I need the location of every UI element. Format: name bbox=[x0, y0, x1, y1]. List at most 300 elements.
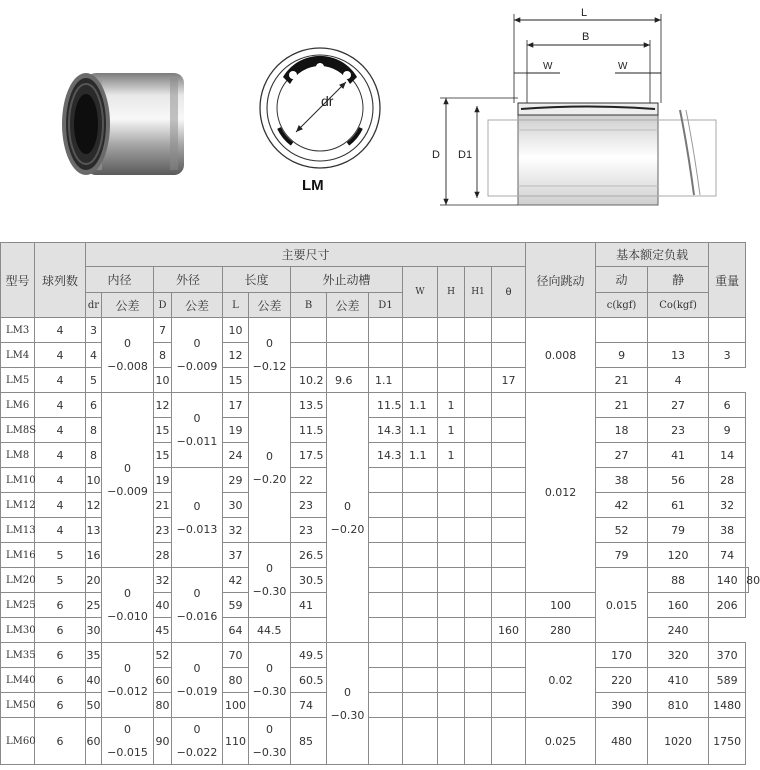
cell-weight: 6 bbox=[709, 393, 746, 418]
bore-label: dr bbox=[321, 93, 334, 109]
cell-static-load: 320 bbox=[648, 643, 709, 668]
cell-dr: 8 bbox=[86, 418, 102, 443]
cell-ball-rows: 4 bbox=[35, 393, 86, 418]
header-ball-rows: 球列数 bbox=[35, 243, 86, 318]
cell-dynamic-load bbox=[596, 318, 648, 343]
cell-H1 bbox=[465, 468, 492, 493]
cell-ball-rows: 4 bbox=[35, 493, 86, 518]
cell-D: 23 bbox=[154, 518, 172, 543]
cell-L-tolerance bbox=[249, 643, 291, 718]
cell-D1 bbox=[369, 593, 403, 618]
cell-static-load: 810 bbox=[648, 693, 709, 718]
cell-H: 1 bbox=[438, 418, 465, 443]
cell-theta bbox=[492, 318, 526, 343]
cell-H bbox=[438, 518, 465, 543]
cell-dynamic-load: 52 bbox=[596, 518, 648, 543]
cell-W: 1.1 bbox=[403, 418, 438, 443]
cell-L: 59 bbox=[223, 593, 249, 618]
dim-B-label: B bbox=[582, 31, 590, 43]
cell-D1 bbox=[369, 568, 403, 593]
cell-W: 1.1 bbox=[403, 393, 438, 418]
cell-L-tolerance-lower: −0.12 bbox=[252, 360, 287, 373]
cell-weight: 74 bbox=[709, 543, 746, 568]
cell-D1 bbox=[369, 643, 403, 668]
cell-W bbox=[403, 543, 438, 568]
cell-static-load: 23 bbox=[648, 418, 709, 443]
cell-ball-rows: 6 bbox=[35, 693, 86, 718]
cell-static-load: 61 bbox=[648, 493, 709, 518]
cell-dr: 6 bbox=[86, 393, 102, 418]
cell-H1 bbox=[465, 693, 492, 718]
dim-W-right-label: W bbox=[618, 61, 628, 72]
cell-model: LM6 bbox=[1, 393, 35, 418]
cell-L: 110 bbox=[223, 718, 249, 765]
cell-L: 64 bbox=[223, 618, 249, 643]
cell-D-tolerance bbox=[172, 718, 223, 765]
cell-B: 85 bbox=[291, 718, 327, 765]
cell-D1 bbox=[369, 718, 403, 765]
dim-D1-label: D1 bbox=[458, 149, 473, 161]
cell-B: 30.5 bbox=[291, 568, 327, 593]
cell-D: 80 bbox=[154, 693, 172, 718]
cell-L-tolerance-lower: −0.30 bbox=[252, 585, 287, 598]
cell-D: 21 bbox=[154, 493, 172, 518]
cell-D: 8 bbox=[154, 343, 172, 368]
cell-weight: 1480 bbox=[709, 693, 746, 718]
header-H1: H1 bbox=[465, 267, 492, 318]
cell-dr-tolerance bbox=[102, 568, 154, 643]
header-tol-L: 公差 bbox=[249, 293, 291, 318]
cell-ball-rows: 4 bbox=[35, 443, 86, 468]
cell-B bbox=[291, 343, 327, 368]
cell-L: 30 bbox=[223, 493, 249, 518]
cell-B: 17.5 bbox=[291, 443, 327, 468]
cell-weight: 4 bbox=[648, 368, 709, 393]
cell-D-tolerance-upper: 0 bbox=[193, 499, 201, 513]
cell-static-load: 56 bbox=[648, 468, 709, 493]
cell-ball-rows: 6 bbox=[35, 668, 86, 693]
cell-D1 bbox=[369, 318, 403, 343]
cell-D: 40 bbox=[154, 593, 172, 618]
cell-model: LM30 bbox=[1, 618, 35, 643]
cell-model: LM12 bbox=[1, 493, 35, 518]
cell-D-tolerance-upper: 0 bbox=[193, 412, 201, 425]
cell-L-tolerance-upper: 0 bbox=[266, 449, 273, 463]
cell-H bbox=[438, 468, 465, 493]
cell-radial-runout: 0.012 bbox=[526, 393, 596, 593]
cell-L: 19 bbox=[223, 418, 249, 443]
cell-model: LM50 bbox=[1, 693, 35, 718]
cell-L-tolerance-upper: 0 bbox=[266, 562, 273, 575]
header-outer-diameter: 外径 bbox=[154, 267, 223, 293]
cell-W bbox=[403, 568, 438, 593]
cell-D-tolerance bbox=[172, 643, 223, 718]
cell-dr: 8 bbox=[86, 443, 102, 468]
cell-dr-tolerance-lower: −0.012 bbox=[107, 685, 148, 698]
cell-L-tolerance-lower: −0.20 bbox=[252, 472, 287, 486]
cell-dr-tolerance bbox=[102, 318, 154, 393]
cell-model: LM40 bbox=[1, 668, 35, 693]
cell-H bbox=[438, 343, 465, 368]
product-header bbox=[0, 0, 749, 228]
cell-L: 100 bbox=[223, 693, 249, 718]
cell-H1 bbox=[465, 668, 492, 693]
cell-dynamic-load: 27 bbox=[596, 443, 648, 468]
cell-theta bbox=[465, 368, 492, 393]
cell-dynamic-load: 9 bbox=[596, 343, 648, 368]
cell-dr: 5 bbox=[86, 368, 102, 393]
cell-weight: 1750 bbox=[709, 718, 746, 765]
dim-L-label: L bbox=[581, 7, 588, 19]
cell-dr-tolerance bbox=[102, 718, 154, 765]
header-D1: D1 bbox=[369, 293, 403, 318]
cell-B: 22 bbox=[291, 468, 327, 493]
cell-D: 90 bbox=[154, 718, 172, 765]
cell-static-load: 13 bbox=[648, 343, 709, 368]
cell-H1 bbox=[438, 368, 465, 393]
cell-D1 bbox=[291, 618, 327, 643]
cell-dr-tolerance-lower: −0.008 bbox=[107, 360, 148, 373]
cell-H1 bbox=[465, 518, 492, 543]
cell-D-tolerance bbox=[172, 393, 223, 468]
cell-weight: 206 bbox=[709, 593, 746, 618]
cell-H1 bbox=[465, 343, 492, 368]
cell-weight: 589 bbox=[709, 668, 746, 693]
cell-weight: 9 bbox=[709, 418, 746, 443]
cell-model: LM20 bbox=[1, 568, 35, 593]
cell-D-tolerance-lower: −0.011 bbox=[176, 435, 218, 448]
cell-D: 45 bbox=[154, 618, 172, 643]
cell-W bbox=[403, 318, 438, 343]
cell-B-tolerance bbox=[327, 318, 369, 343]
cell-weight: 28 bbox=[709, 468, 746, 493]
cell-theta bbox=[492, 468, 526, 493]
cell-H bbox=[438, 318, 465, 343]
cell-weight: 38 bbox=[709, 518, 746, 543]
cell-ball-rows: 6 bbox=[35, 643, 86, 668]
cell-theta bbox=[465, 618, 492, 643]
cell-D-tolerance-lower: −0.013 bbox=[176, 522, 218, 536]
cell-H1 bbox=[465, 568, 492, 593]
cell-static-load: 1020 bbox=[648, 718, 709, 765]
header-co-kgf: Co(kgf) bbox=[648, 293, 709, 318]
cell-theta bbox=[492, 443, 526, 468]
header-main-dims: 主要尺寸 bbox=[86, 243, 526, 267]
cell-dynamic-load: 79 bbox=[596, 543, 648, 568]
header-static: 静 bbox=[648, 267, 709, 293]
cell-H bbox=[438, 493, 465, 518]
cell-D-tolerance-lower: −0.009 bbox=[176, 360, 218, 373]
cell-theta bbox=[492, 718, 526, 765]
cell-H bbox=[438, 718, 465, 765]
cell-L-tolerance bbox=[249, 393, 291, 543]
cell-D-tolerance-lower: −0.019 bbox=[176, 685, 218, 698]
cell-B bbox=[291, 318, 327, 343]
cell-dr: 60 bbox=[86, 718, 102, 765]
cell-L: 32 bbox=[223, 518, 249, 543]
cell-D-tolerance-lower: −0.016 bbox=[176, 610, 218, 623]
cell-D: 12 bbox=[154, 393, 172, 418]
cell-D1 bbox=[369, 518, 403, 543]
cell-B-tolerance bbox=[327, 343, 369, 368]
cell-D1 bbox=[369, 493, 403, 518]
cell-L: 10 bbox=[223, 318, 249, 343]
cell-L: 17 bbox=[223, 393, 249, 418]
cell-H1 bbox=[465, 593, 492, 618]
cell-theta bbox=[492, 693, 526, 718]
cell-static-load bbox=[648, 318, 709, 343]
cell-dr-tolerance-upper: 0 bbox=[124, 662, 131, 675]
cell-model: LM5 bbox=[1, 368, 35, 393]
cell-H bbox=[438, 593, 465, 618]
cell-ball-rows: 4 bbox=[35, 318, 86, 343]
cell-L: 70 bbox=[223, 643, 249, 668]
cell-dr: 10 bbox=[86, 468, 102, 493]
cell-theta bbox=[492, 393, 526, 418]
cell-ball-rows: 5 bbox=[35, 568, 86, 593]
header-L: L bbox=[223, 293, 249, 318]
header-model: 型号 bbox=[1, 243, 35, 318]
cell-H bbox=[438, 693, 465, 718]
cell-weight: 370 bbox=[709, 643, 746, 668]
cell-dynamic-load: 88 bbox=[648, 568, 709, 593]
section-label: LM bbox=[302, 177, 324, 194]
dim-W-left-label: W bbox=[543, 61, 553, 72]
cell-D: 15 bbox=[154, 418, 172, 443]
cell-B: 74 bbox=[291, 693, 327, 718]
cell-H1 bbox=[465, 418, 492, 443]
cell-D1 bbox=[369, 543, 403, 568]
cell-dynamic-load: 170 bbox=[596, 643, 648, 668]
cell-model: LM10 bbox=[1, 468, 35, 493]
cell-B-tolerance-upper: 0 bbox=[344, 499, 351, 513]
cell-D: 15 bbox=[154, 443, 172, 468]
cell-L-tolerance-lower: −0.30 bbox=[252, 746, 287, 759]
cell-D-tolerance bbox=[172, 318, 223, 393]
cell-D-tolerance-upper: 0 bbox=[193, 662, 201, 675]
cell-B: 10.2 bbox=[291, 368, 327, 393]
header-inner-diameter: 内径 bbox=[86, 267, 154, 293]
cell-dr-tolerance-upper: 0 bbox=[124, 337, 131, 350]
cell-dynamic-load: 100 bbox=[526, 593, 596, 618]
cell-H bbox=[438, 543, 465, 568]
cell-W bbox=[403, 468, 438, 493]
header-tol-B: 公差 bbox=[327, 293, 369, 318]
cell-dynamic-load: 220 bbox=[596, 668, 648, 693]
header-D: D bbox=[154, 293, 172, 318]
cell-dr-tolerance-lower: −0.010 bbox=[107, 610, 148, 623]
cell-H: 1 bbox=[438, 443, 465, 468]
cell-static-load: 21 bbox=[596, 368, 648, 393]
cell-dynamic-load: 38 bbox=[596, 468, 648, 493]
cell-B: 26.5 bbox=[291, 543, 327, 568]
cell-radial-runout: 0.015 bbox=[596, 568, 648, 643]
cell-W bbox=[403, 593, 438, 618]
cell-W bbox=[403, 668, 438, 693]
cell-B: 49.5 bbox=[291, 643, 327, 668]
cell-dr: 12 bbox=[86, 493, 102, 518]
cell-dr: 3 bbox=[86, 318, 102, 343]
cell-H bbox=[438, 568, 465, 593]
cell-H1 bbox=[465, 543, 492, 568]
header-B: B bbox=[291, 293, 327, 318]
cell-dr: 35 bbox=[86, 643, 102, 668]
cell-model: LM35 bbox=[1, 643, 35, 668]
product-illustrations bbox=[0, 0, 749, 228]
cell-W bbox=[403, 518, 438, 543]
cell-W bbox=[403, 643, 438, 668]
cell-dr: 13 bbox=[86, 518, 102, 543]
cell-weight bbox=[709, 318, 746, 343]
cell-static-load: 41 bbox=[648, 443, 709, 468]
cell-dr-tolerance-lower: −0.009 bbox=[107, 485, 148, 498]
cell-L: 37 bbox=[223, 543, 249, 568]
cell-theta bbox=[492, 343, 526, 368]
cell-H bbox=[438, 668, 465, 693]
cell-theta bbox=[492, 543, 526, 568]
header-radial-runout: 径向跳动 bbox=[526, 243, 596, 318]
cell-dynamic-load: 18 bbox=[596, 418, 648, 443]
header-H: H bbox=[438, 267, 465, 318]
cell-static-load: 410 bbox=[648, 668, 709, 693]
cell-theta bbox=[492, 493, 526, 518]
cell-ball-rows: 6 bbox=[35, 718, 86, 765]
cell-dr-tolerance-upper: 0 bbox=[124, 462, 131, 475]
header-snap-ring-groove: 外止动槽 bbox=[291, 267, 403, 293]
cell-dr: 30 bbox=[86, 618, 102, 643]
cell-D1 bbox=[369, 668, 403, 693]
cell-model: LM25 bbox=[1, 593, 35, 618]
cell-static-load: 160 bbox=[648, 593, 709, 618]
cell-D1: 9.6 bbox=[327, 368, 369, 393]
cell-dr: 40 bbox=[86, 668, 102, 693]
cell-H1 bbox=[438, 618, 465, 643]
cell-H1 bbox=[465, 718, 492, 765]
cell-B: 23 bbox=[291, 493, 327, 518]
cell-H1 bbox=[465, 393, 492, 418]
header-length: 长度 bbox=[223, 267, 291, 293]
cell-D: 52 bbox=[154, 643, 172, 668]
cell-weight: 3 bbox=[709, 343, 746, 368]
cell-ball-rows: 5 bbox=[35, 543, 86, 568]
cell-radial-runout: 0.025 bbox=[526, 718, 596, 765]
cell-model: LM16 bbox=[1, 543, 35, 568]
cell-H1 bbox=[465, 318, 492, 343]
cell-D1 bbox=[369, 468, 403, 493]
bearing-photo bbox=[62, 73, 184, 175]
cell-L: 12 bbox=[223, 343, 249, 368]
header-c-kgf: c(kgf) bbox=[596, 293, 648, 318]
dim-D-label: D bbox=[432, 149, 440, 161]
cell-H1 bbox=[465, 443, 492, 468]
cell-H1 bbox=[465, 493, 492, 518]
cell-L-tolerance-upper: 0 bbox=[266, 337, 273, 350]
cell-B-tolerance-upper: 0 bbox=[344, 685, 351, 699]
cell-weight: 80 bbox=[746, 568, 749, 593]
specification-table bbox=[0, 242, 760, 765]
cell-L-tolerance-upper: 0 bbox=[266, 723, 273, 736]
cell-W: 1.1 bbox=[369, 368, 403, 393]
cell-L-tolerance bbox=[249, 318, 291, 393]
cell-D-tolerance-upper: 0 bbox=[193, 723, 201, 736]
cell-dr: 4 bbox=[86, 343, 102, 368]
side-view-diagram bbox=[432, 7, 716, 205]
table-row bbox=[1, 393, 749, 418]
cell-theta bbox=[492, 568, 526, 593]
cell-dr: 50 bbox=[86, 693, 102, 718]
cell-model: LM60 bbox=[1, 718, 35, 765]
table-body bbox=[1, 318, 760, 765]
cell-L-tolerance bbox=[249, 718, 291, 765]
header-weight: 重量 bbox=[709, 243, 746, 318]
cell-dynamic-load: 17 bbox=[492, 368, 526, 393]
cell-dynamic-load: 21 bbox=[596, 393, 648, 418]
cell-theta bbox=[492, 418, 526, 443]
table-row bbox=[1, 643, 749, 668]
cell-static-load: 79 bbox=[648, 518, 709, 543]
cell-H bbox=[403, 368, 438, 393]
cell-dr-tolerance-upper: 0 bbox=[124, 587, 131, 600]
cell-H1 bbox=[465, 643, 492, 668]
cell-D-tolerance bbox=[172, 468, 223, 568]
cell-W bbox=[403, 343, 438, 368]
cell-D-tolerance-upper: 0 bbox=[193, 587, 201, 600]
cell-D1: 14.3 bbox=[369, 418, 403, 443]
cell-D1: 14.3 bbox=[369, 443, 403, 468]
cell-static-load: 27 bbox=[648, 393, 709, 418]
cell-ball-rows: 4 bbox=[35, 518, 86, 543]
cell-dr-tolerance bbox=[102, 393, 154, 568]
cell-theta bbox=[492, 593, 526, 618]
cell-D: 60 bbox=[154, 668, 172, 693]
cell-ball-rows: 4 bbox=[35, 343, 86, 368]
cell-B: 41 bbox=[291, 593, 327, 618]
cell-weight: 32 bbox=[709, 493, 746, 518]
cell-D1 bbox=[369, 693, 403, 718]
cell-dynamic-load: 390 bbox=[596, 693, 648, 718]
cell-L-tolerance-upper: 0 bbox=[266, 662, 273, 675]
cell-weight: 14 bbox=[709, 443, 746, 468]
cell-W bbox=[403, 718, 438, 765]
header-basic-load: 基本额定负载 bbox=[596, 243, 709, 267]
cell-dr: 25 bbox=[86, 593, 102, 618]
cell-B-tolerance bbox=[327, 393, 369, 643]
cell-D: 32 bbox=[154, 568, 172, 593]
cell-dynamic-load: 42 bbox=[596, 493, 648, 518]
header-tol-dr: 公差 bbox=[102, 293, 154, 318]
cell-B: 11.5 bbox=[291, 418, 327, 443]
header-dr: dr bbox=[86, 293, 102, 318]
cell-B: 44.5 bbox=[249, 618, 291, 643]
cell-D: 7 bbox=[154, 318, 172, 343]
cell-B: 23 bbox=[291, 518, 327, 543]
cell-H bbox=[438, 643, 465, 668]
cell-D1 bbox=[369, 343, 403, 368]
cell-ball-rows: 6 bbox=[35, 618, 86, 643]
cell-dr-tolerance-lower: −0.015 bbox=[107, 746, 148, 759]
header-theta: θ bbox=[492, 267, 526, 318]
cell-ball-rows: 6 bbox=[35, 593, 86, 618]
cell-D-tolerance bbox=[172, 568, 223, 643]
cell-ball-rows: 4 bbox=[35, 468, 86, 493]
cell-W bbox=[403, 693, 438, 718]
cell-theta bbox=[492, 643, 526, 668]
cell-L-tolerance bbox=[249, 543, 291, 618]
cell-dr: 20 bbox=[86, 568, 102, 593]
header-W: W bbox=[403, 267, 438, 318]
cell-model: LM13 bbox=[1, 518, 35, 543]
cell-L-tolerance-lower: −0.30 bbox=[252, 685, 287, 698]
